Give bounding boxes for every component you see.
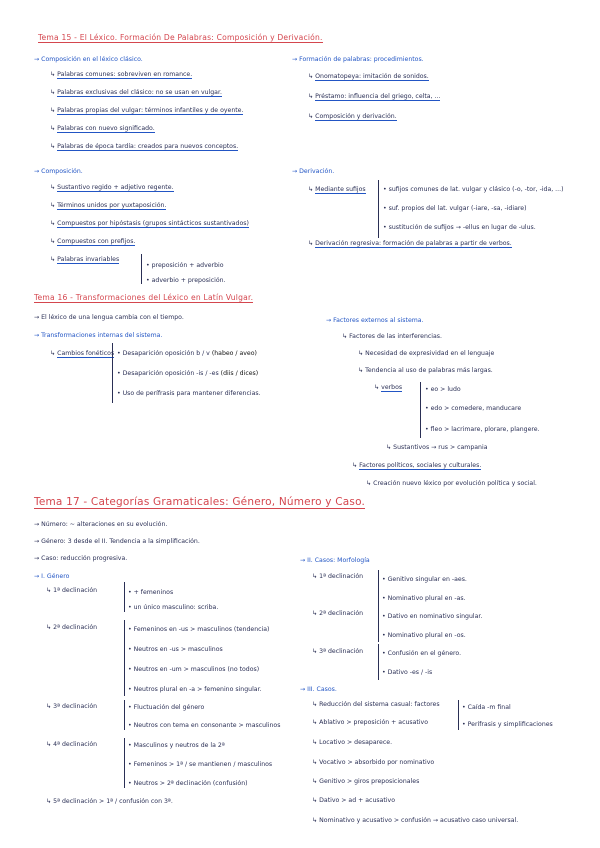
t17-subitem: • Fluctuación del género	[128, 704, 205, 711]
t15-derivacion: → Derivación.	[292, 168, 335, 175]
t17-subitem: • Confusión en el género.	[382, 650, 462, 657]
t15-subitem: • suf. propios del lat. vulgar (-iare, -sa, -idiare)	[383, 205, 527, 212]
t16-item: ↳ Cambios fonéticos	[50, 350, 115, 357]
bracket-line	[420, 382, 421, 438]
t17-subitem: • + femeninos	[128, 589, 174, 596]
t17-subitem: • Neutros > 2ª declinación (confusión)	[128, 780, 248, 787]
t17-casos: → III. Casos.	[300, 686, 337, 693]
bracket-line	[124, 700, 125, 730]
t15-item: ↳ Palabras de época tardía: creados para nuevos conceptos.	[50, 143, 239, 150]
bracket-line	[112, 343, 113, 403]
t16-subitem: • Uso de perífrasis para mantener diferencias.	[117, 390, 261, 397]
t17-item: ↳ Ablativo > preposición + acusativo	[312, 719, 429, 726]
t15-composicion: → Composición.	[34, 168, 83, 175]
t15-subitem: • preposición + adverbio	[146, 262, 224, 269]
t17-subitem: • Nominativo plural en -as.	[382, 595, 466, 602]
bracket-line	[141, 254, 142, 284]
bracket-line	[124, 582, 125, 612]
t15-subitem: • sustitución de sufijos → -ellus en lugar de -ulus.	[383, 224, 536, 231]
t15-item: ↳ Composición y derivación.	[308, 113, 397, 120]
t17-subitem: • Neutros con tema en consonante > masculinos	[128, 722, 281, 729]
t17-subitem: • Masculinos y neutros de la 2ª	[128, 742, 225, 749]
t17-subitem: • Femeninos en -us > masculinos (tendencia)	[128, 626, 270, 633]
t16-item: ↳ Factores de las interferencias.	[342, 333, 443, 340]
t17-item: ↳ Reducción del sistema casual: factores	[312, 701, 440, 708]
t16-factores-externos: → Factores externos al sistema.	[326, 317, 424, 324]
t17-decl: ↳ 3ª declinación	[46, 703, 98, 710]
t16-subitem: • edo > comedere, manducare	[425, 405, 522, 412]
t16-subitem: • fleo > lacrimare, plorare, plangere.	[425, 426, 540, 433]
t17-item: → Caso: reducción progresiva.	[34, 555, 128, 562]
t15-subitem: • adverbio + preposición.	[146, 277, 226, 284]
bracket-line	[124, 620, 125, 696]
t17-item: ↳ Vocativo > absorbido por nominativo	[312, 759, 435, 766]
t17-item: → Género: 3 desde el II. Tendencia a la simplificación.	[34, 538, 200, 545]
t16-transformaciones: → Transformaciones internas del sistema.	[34, 332, 163, 339]
bracket-line	[124, 738, 125, 788]
t17-subitem: • Nominativo plural en -os.	[382, 632, 466, 639]
t16-item: ↳ Creación nuevo léxico por evolución política y social.	[366, 480, 537, 487]
t17-decl: ↳ 1ª declinación	[312, 573, 364, 580]
t17-item: ↳ Dativo > ad + acusativo	[312, 797, 395, 804]
t17-subitem: • Caída -m final	[462, 704, 511, 711]
t15-item: ↳ Palabras con nuevo significado.	[50, 125, 155, 132]
t15-item: ↳ Palabras propias del vulgar: términos infantiles y de oyente.	[50, 107, 244, 114]
t15-item: ↳ Compuestos por hipóstasis (grupos sintácticos sustantivados)	[50, 220, 249, 227]
t17-subitem: • Neutros en -us > masculinos	[128, 646, 223, 653]
t17-subitem: • Perífrasis y simplificaciones	[462, 721, 553, 728]
t17-genero: → I. Género	[34, 573, 70, 580]
t15-composicion-lexico: → Composición en el léxico clásico.	[34, 56, 143, 63]
t17-subitem: • Neutros plural en -a > femenino singular.	[128, 686, 262, 693]
t15-item: ↳ Préstamo: influencia del griego, celta, ...	[308, 93, 441, 100]
t15-item: ↳ Compuestos con prefijos.	[50, 238, 136, 245]
t16-item: ↳ Tendencia al uso de palabras más largas.	[358, 367, 493, 374]
t16-subitem: • Desaparición oposición -is / -es (diis / dices)	[117, 370, 259, 377]
t15-item: ↳ Palabras exclusivas del clásico: no se usan en vulgar.	[50, 89, 222, 96]
t15-formacion: → Formación de palabras: procedimientos.	[292, 56, 424, 63]
bracket-line	[378, 606, 379, 642]
t16-item: ↳ Factores políticos, sociales y culturales.	[352, 462, 482, 469]
t17-casos-morfologia: → II. Casos: Morfología	[300, 557, 370, 564]
t17-item: ↳ Nominativo y acusativo > confusión → acusativo caso universal.	[312, 817, 519, 824]
t17-decl: ↳ 1ª declinación	[46, 587, 98, 594]
tema17-title: Tema 17 - Categorías Gramaticales: Género, Número y Caso.	[34, 496, 366, 508]
bracket-line	[378, 570, 379, 606]
bracket-line	[458, 700, 459, 730]
t17-subitem: • Dativo en nominativo singular.	[382, 613, 483, 620]
t17-decl: ↳ 2ª declinación	[312, 610, 364, 617]
t16-item: → El léxico de una lengua cambia con el tiempo.	[34, 314, 184, 321]
t15-item: ↳ Palabras invariables	[50, 256, 120, 263]
t17-decl: ↳ 5ª declinación > 1ª / confusión con 3ª.	[46, 798, 173, 805]
t15-item: ↳ Derivación regresiva: formación de palabras a partir de verbos.	[308, 240, 512, 247]
tema16-title: Tema 16 - Transformaciones del Léxico en Latín Vulgar.	[34, 293, 254, 302]
t15-item: ↳ Sustantivo regido + adjetivo regente.	[50, 184, 174, 191]
t15-item: ↳ Palabras comunes: sobreviven en romance.	[50, 71, 193, 78]
t16-subitem: • eo > ludo	[425, 386, 461, 393]
t16-item: ↳ Sustantivos → rus > campania	[386, 444, 488, 451]
t16-item: ↳ verbos	[374, 384, 403, 391]
t17-subitem: • Dativo -es / -is	[382, 669, 433, 676]
t17-item: ↳ Genitivo > giros preposicionales	[312, 778, 420, 785]
t17-item: ↳ Locativo > desaparece.	[312, 739, 393, 746]
tema15-title: Tema 15 - El Léxico. Formación De Palabras: Composición y Derivación.	[38, 33, 323, 42]
bracket-line	[378, 644, 379, 680]
t17-subitem: • Femeninos > 1ª / se mantienen / masculinos	[128, 761, 273, 768]
t15-item: ↳ Términos unidos por yuxtaposición.	[50, 202, 167, 209]
t16-subitem: • Desaparición oposición b / v (habeo / aveo)	[117, 350, 257, 357]
t17-decl: ↳ 4ª declinación	[46, 741, 98, 748]
t17-item: → Número: ~ alteraciones en su evolución.	[34, 521, 168, 528]
t17-decl: ↳ 3ª declinación	[312, 648, 364, 655]
t16-item: ↳ Necesidad de expresividad en el lenguaje	[358, 350, 495, 357]
t17-subitem: • Genitivo singular en -aes.	[382, 576, 467, 583]
t15-item: ↳ Mediante sufijos	[308, 186, 366, 193]
t17-subitem: • un único masculino: scriba.	[128, 604, 219, 611]
t17-subitem: • Neutros en -um > masculinos (no todos)	[128, 666, 260, 673]
t15-subitem: • sufijos comunes de lat. vulgar y clásico (-o, -tor, -ida, ...)	[383, 186, 564, 193]
bracket-line	[378, 180, 379, 238]
t15-item: ↳ Onomatopeya: imitación de sonidos.	[308, 73, 429, 80]
t17-decl: ↳ 2ª declinación	[46, 624, 98, 631]
